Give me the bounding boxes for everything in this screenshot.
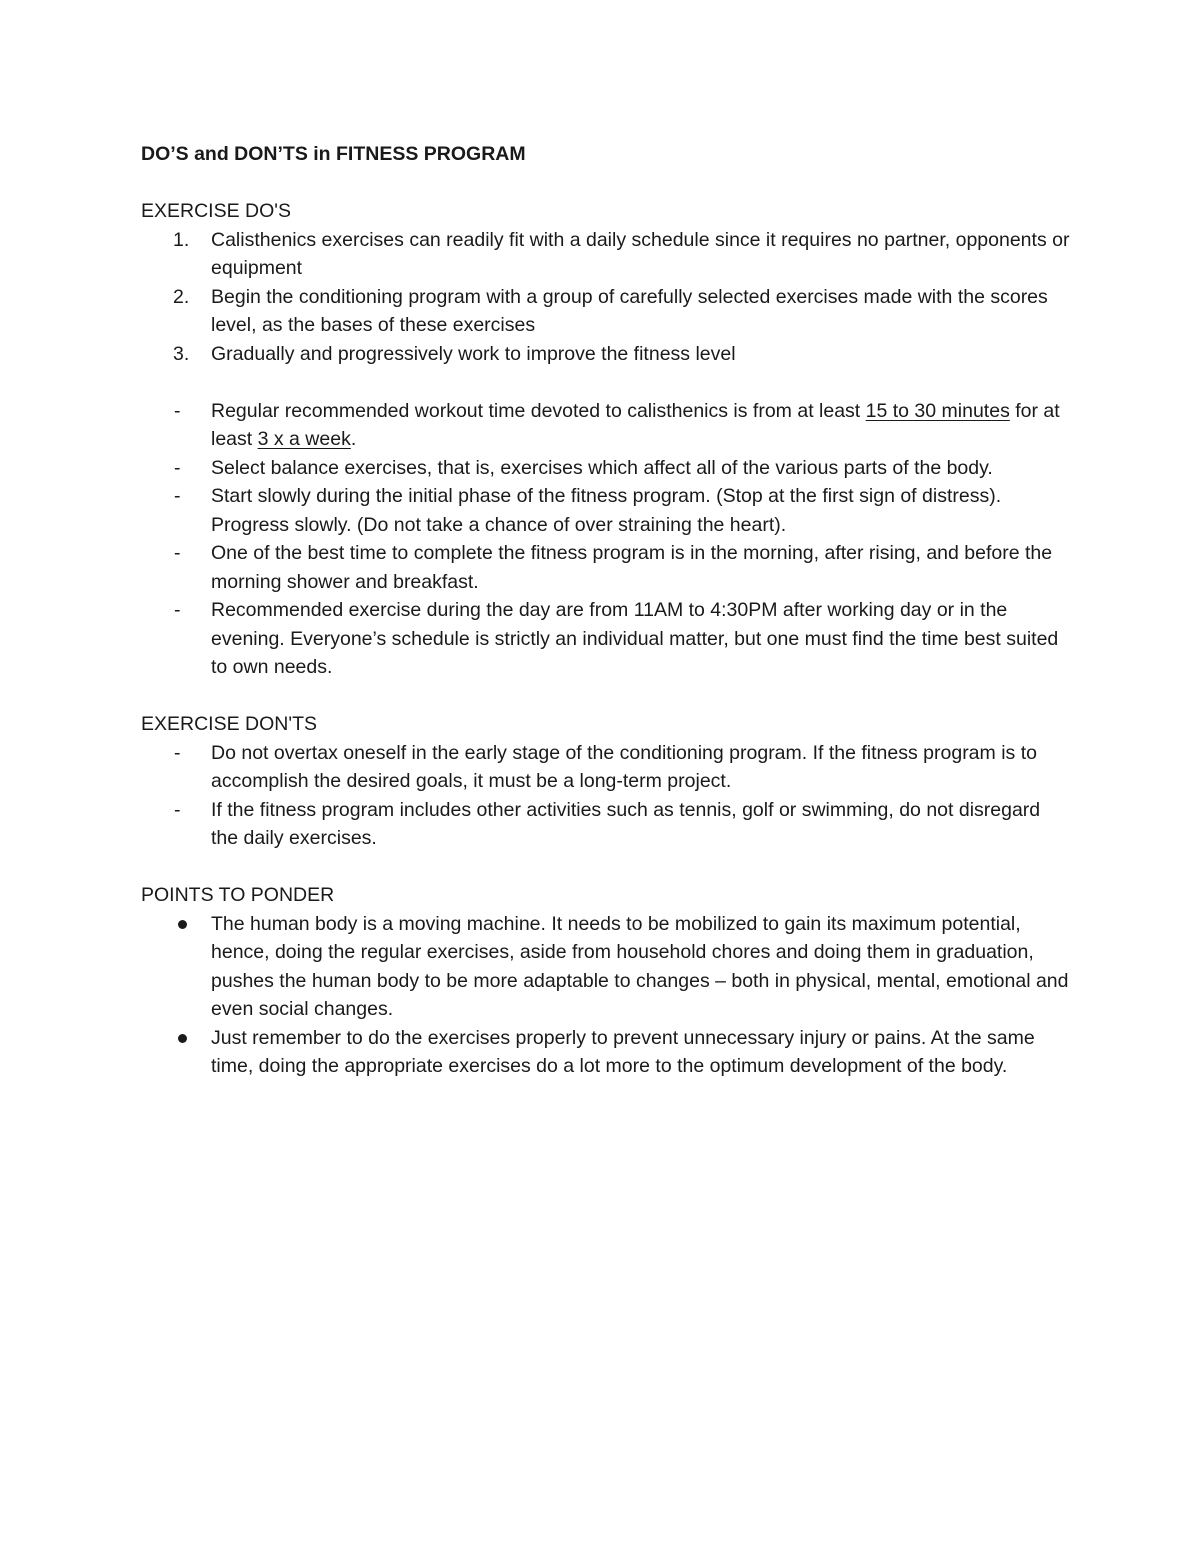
ponder-bullet-list xyxy=(141,910,1071,1081)
text-segment: for at least xyxy=(211,399,1060,450)
list-number: 1. xyxy=(173,228,190,251)
underlined-frequency: 3 x a week xyxy=(257,428,351,450)
list-item-text: Just remember to do the exercises properly to prevent unnecessary injury or pains. At the same time, doing the appropriate exercises do a lot more to the optimum development of the body. xyxy=(211,1026,1035,1077)
dash-marker: - xyxy=(174,741,181,764)
list-item-text xyxy=(211,400,1060,451)
list-item xyxy=(141,739,1071,796)
dos-dash-list xyxy=(141,397,1071,682)
list-item xyxy=(141,596,1071,682)
spacer xyxy=(141,682,1071,711)
dash-marker: - xyxy=(174,399,181,422)
list-item xyxy=(141,796,1071,853)
dash-marker: - xyxy=(174,542,181,564)
list-item xyxy=(141,397,1071,454)
dos-heading: EXERCISE DO'S xyxy=(141,200,292,222)
list-number: 3. xyxy=(173,342,190,365)
text-segment: Regular recommended workout time devoted to calisthenics is from at least xyxy=(211,399,866,422)
list-item xyxy=(141,482,1071,539)
list-item-text: Recommended exercise during the day are from 11AM to 4:30PM after working day or in the evening. Everyone’s schedule is strictly an individual matter, but one must find the time best suited to own needs. xyxy=(211,599,1059,678)
list-item-text: Gradually and progressively work to improve the fitness level xyxy=(211,342,736,365)
document-title: DO’S and DON’TS in FITNESS PROGRAM xyxy=(141,143,526,165)
spacer xyxy=(141,853,1071,882)
bullet-dot-icon xyxy=(178,1034,187,1043)
text-segment: . xyxy=(350,428,357,450)
spacer xyxy=(141,368,1071,397)
list-item-text: Calisthenics exercises can readily fit with a daily schedule since it requires no partner, opponents or equipment xyxy=(211,228,1070,279)
list-item-text: The human body is a moving machine. It needs to be mobilized to gain its maximum potential, hence, doing the regular exercises, aside from household chores and doing them in graduation, pushes the human body to be more adaptable to changes – both in physical, mental, emotional and even social changes. xyxy=(211,912,1069,1020)
list-item-text: If the fitness program includes other activities such as tennis, golf or swimming, do not disregard the daily exercises. xyxy=(211,798,1041,849)
list-item-text: One of the best time to complete the fitness program is in the morning, after rising, and before the morning shower and breakfast. xyxy=(211,542,1053,593)
dos-numbered-list xyxy=(141,226,1071,369)
list-item-text: Select balance exercises, that is, exercises which affect all of the various parts of the body. xyxy=(211,456,993,479)
list-item xyxy=(141,226,1071,283)
document-body xyxy=(141,140,1071,1081)
ponder-heading: POINTS TO PONDER xyxy=(141,884,335,906)
list-item xyxy=(141,1024,1071,1081)
donts-heading: EXERCISE DON'TS xyxy=(141,713,318,735)
list-item-text: Do not overtax oneself in the early stage of the conditioning program. If the fitness program is to accomplish the desired goals, it must be a long-term project. xyxy=(211,741,1037,792)
list-item xyxy=(141,454,1071,483)
underlined-duration: 15 to 30 minutes xyxy=(865,399,1010,422)
list-item xyxy=(141,910,1071,1024)
donts-dash-list xyxy=(141,739,1071,853)
list-item-text: Begin the conditioning program with a group of carefully selected exercises made with the scores level, as the bases of these exercises xyxy=(211,285,1048,336)
bullet-dot-icon xyxy=(178,920,187,929)
list-item xyxy=(141,539,1071,596)
list-item xyxy=(141,283,1071,340)
list-number: 2. xyxy=(173,285,190,308)
dash-marker: - xyxy=(174,485,181,507)
list-item xyxy=(141,340,1071,369)
dash-marker: - xyxy=(174,798,181,821)
dash-marker: - xyxy=(174,599,181,621)
list-item-text: Start slowly during the initial phase of the fitness program. (Stop at the first sign of distress). Progress slowly. (Do not take a chance of over straining the heart). xyxy=(211,485,1002,536)
dash-marker: - xyxy=(174,456,181,479)
